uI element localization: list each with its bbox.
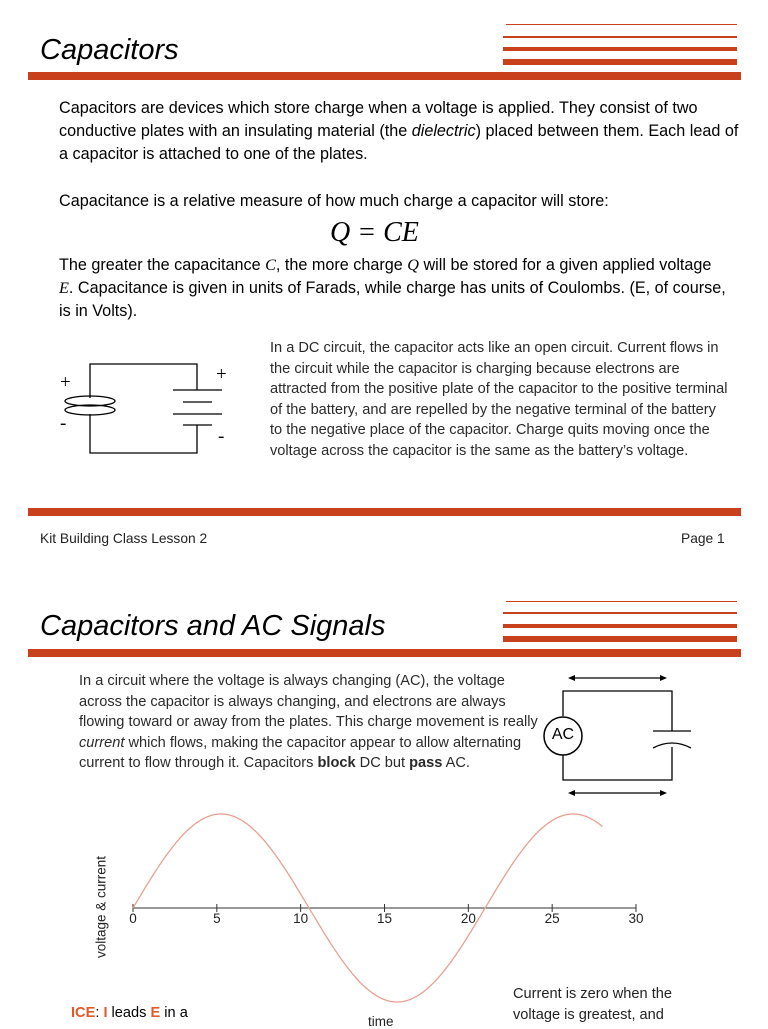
ice-mnemonic: ICE: I leads E in a [71, 1005, 188, 1021]
dc-explanation: In a DC circuit, the capacitor acts like an open circuit. Current flows in the circuit while the capacitor is charging because electrons are attracted from the positive plate of the capacitor to the positive terminal of the battery, and are repelled by the negative terminal of the battery to the negative place of the capacitor. Charge quits moving once the voltage across the capacitor is the same as the battery’s voltage. [270, 340, 728, 459]
x-axis-label: time [368, 1014, 394, 1029]
slide-title: Capacitors [40, 34, 179, 66]
intro-paragraph: Capacitors are devices which store charge when a voltage is applied. They consist of two conductive plates with an insulating material (the dielectric) placed between them. Each lead of a capacitor is attached to one of the plates. [59, 99, 739, 163]
ac-source-label: AC [551, 726, 575, 743]
current-zero-note: Current is zero when the voltage is greatest, and [513, 986, 672, 1023]
plus-sign: + [216, 364, 227, 385]
minus-sign: - [60, 413, 67, 434]
y-axis-label: voltage & current [93, 855, 109, 959]
minus-sign: - [218, 426, 225, 447]
ac-paragraph: In a circuit where the voltage is always changing (AC), the voltage across the capacitor is always changing, and electrons are always flowing toward or away from the plates. This charge movement is really current which flows, making the capacitor appear to allow alternating current to flow through it. Capacitors block DC but pass AC. [79, 673, 538, 771]
footer-course: Kit Building Class Lesson 2 [40, 531, 208, 546]
farads-paragraph: The greater the capacitance C, the more charge Q will be stored for a given applied voltage E. Capacitance is given in units of Farads, while charge has units of Coulombs. (E, of course, is in Volts). [59, 256, 726, 320]
footer-page-number: Page 1 [681, 531, 725, 546]
x-tick-label: 20 [460, 911, 476, 926]
x-tick-label: 0 [129, 911, 137, 926]
slide-title: Capacitors and AC Signals [40, 610, 386, 642]
x-tick-label: 25 [544, 911, 560, 926]
x-tick-label: 10 [293, 911, 309, 926]
plus-sign: + [60, 372, 71, 393]
capacitance-paragraph: Capacitance is a relative measure of how much charge a capacitor will store: [59, 192, 609, 210]
x-tick-label: 5 [213, 911, 221, 926]
x-tick-label: 15 [376, 911, 393, 926]
equation: Q = CE [330, 217, 419, 248]
x-tick-label: 30 [628, 911, 644, 926]
